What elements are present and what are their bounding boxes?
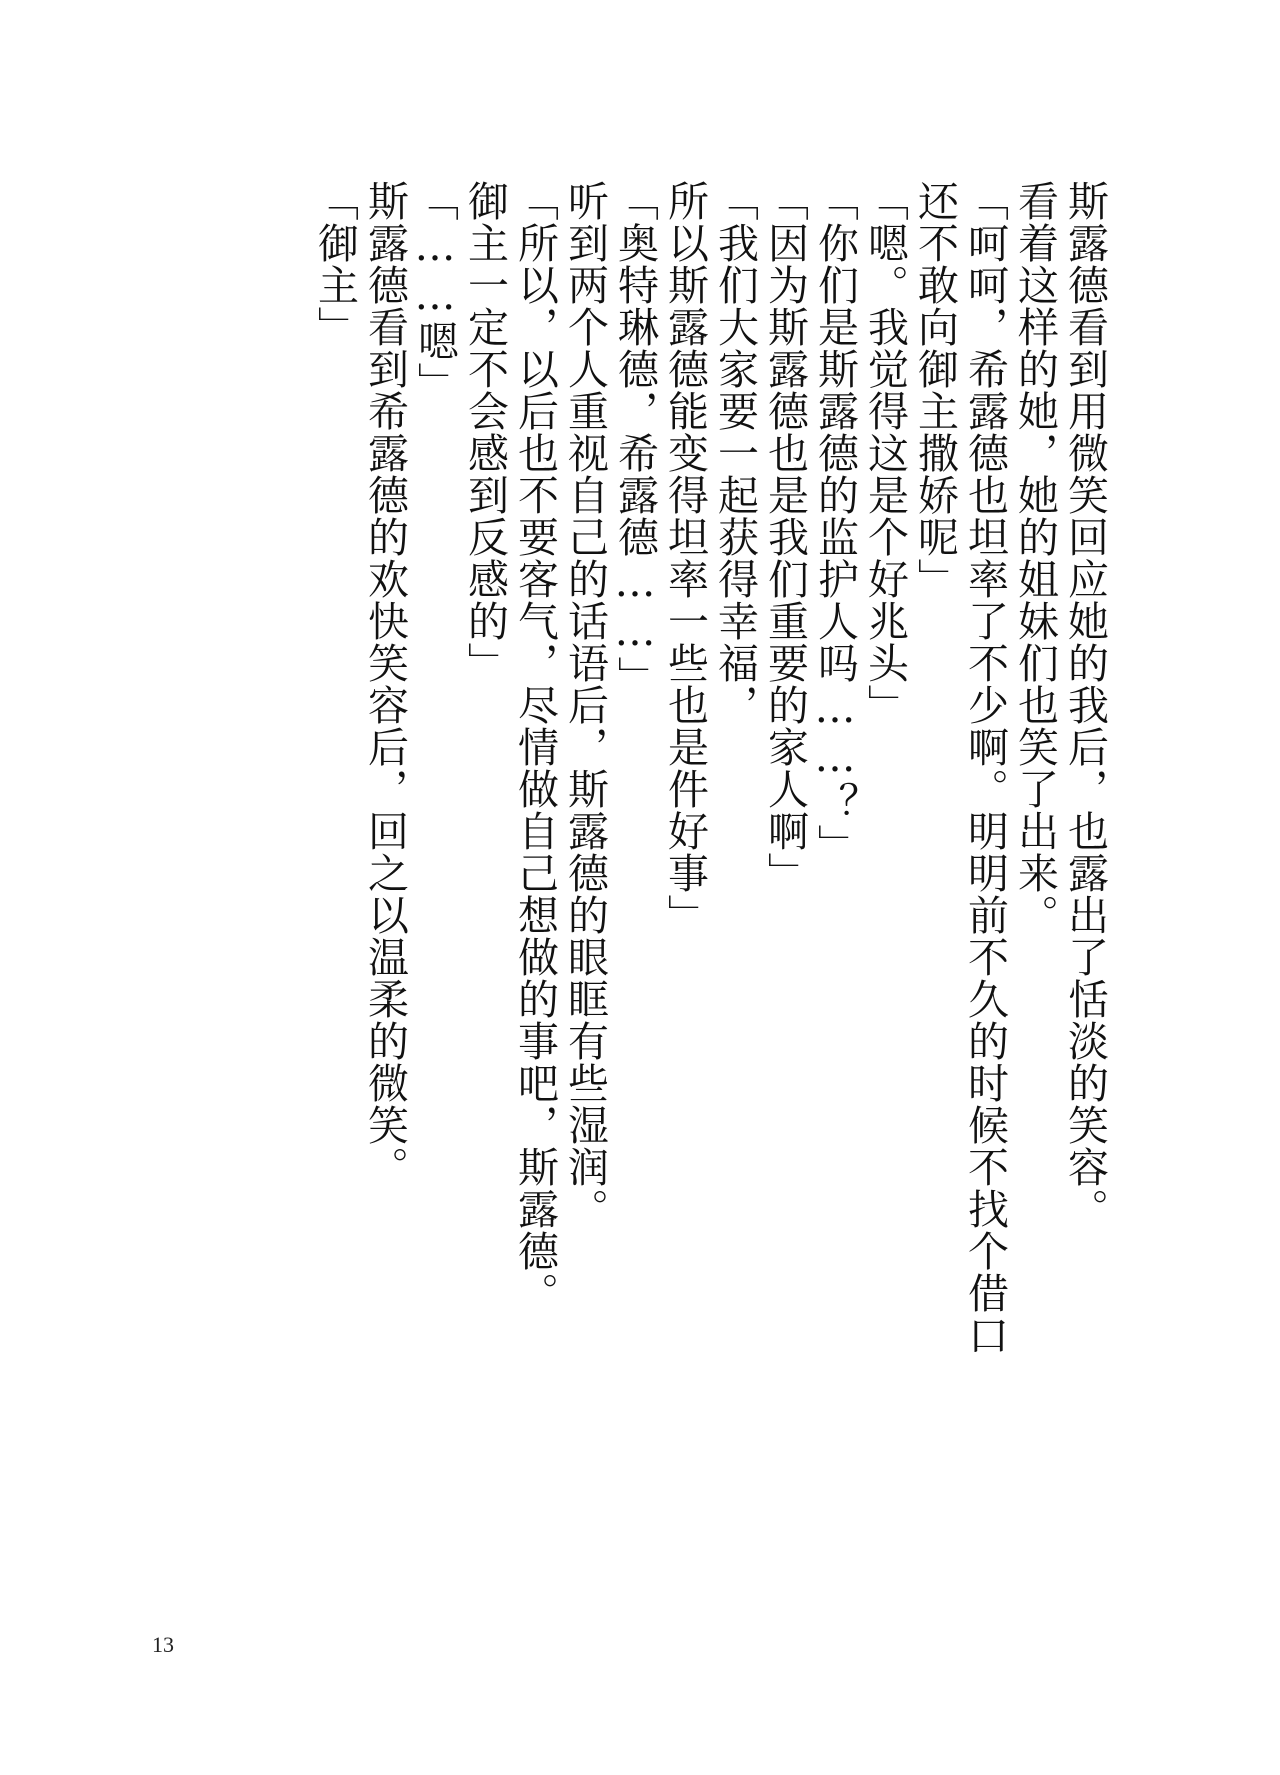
text-line: 「奥特琳德，希露德……」: [611, 180, 659, 698]
text-line: 「呵呵，希露德也坦率了不少啊。明明前不久的时候不找个借口: [961, 180, 1009, 1356]
text-line: 「所以，以后也不要客气，尽情做自己想做的事吧，斯露德。: [511, 180, 559, 1314]
text-line: 还不敢向御主撒娇呢」: [911, 180, 959, 600]
text-line: 看着这样的她，她的姐妹们也笑了出来。: [1011, 180, 1059, 936]
text-line: 「御主」: [311, 180, 359, 348]
text-line: 「我们大家要一起获得幸福，: [711, 180, 759, 726]
text-line: 「因为斯露德也是我们重要的家人啊」: [761, 180, 809, 894]
text-line: 所以斯露德能变得坦率一些也是件好事」: [661, 180, 709, 936]
text-line: 「你们是斯露德的监护人吗……？」: [811, 180, 859, 866]
text-line: 听到两个人重视自己的话语后，斯露德的眼眶有些湿润。: [561, 180, 609, 1230]
text-line: 斯露德看到希露德的欢快笑容后，回之以温柔的微笑。: [361, 180, 409, 1188]
text-line: 斯露德看到用微笑回应她的我后，也露出了恬淡的笑容。: [1061, 180, 1109, 1230]
page-number: 13: [152, 1632, 174, 1657]
text-line: 御主一定不会感到反感的」: [461, 180, 509, 684]
vertical-text-body: [310, 180, 1110, 1500]
text-line: 「……嗯」: [411, 180, 459, 404]
text-line: 「嗯。我觉得这是个好兆头」: [861, 180, 909, 726]
